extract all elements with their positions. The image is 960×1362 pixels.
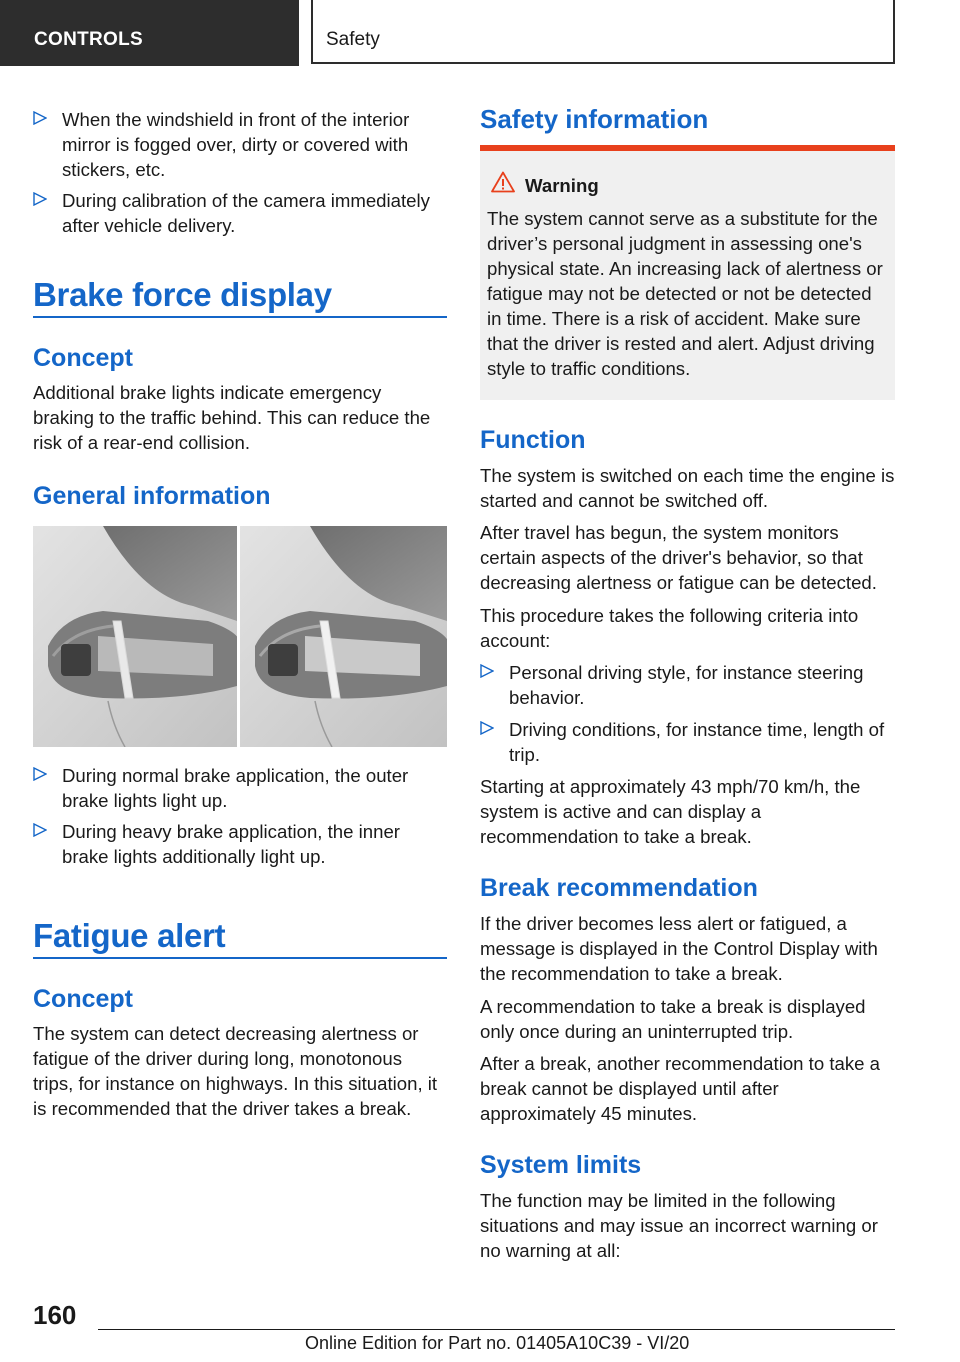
warning-box — [480, 145, 895, 400]
triangle-right-icon — [33, 767, 47, 781]
triangle-right-icon — [33, 192, 47, 206]
list-item-text: During heavy brake application, the inner brake lights additionally light up. — [62, 821, 400, 867]
triangle-right-icon — [33, 111, 47, 125]
list-item-text: During calibration of the camera immediately after vehicle delivery. — [62, 190, 430, 236]
warning-bar — [480, 145, 895, 151]
title-rule — [33, 316, 447, 318]
chapter-label: Safety — [326, 29, 380, 50]
title-rule — [33, 957, 447, 959]
triangle-right-icon — [33, 823, 47, 837]
function-text: This procedure takes the following criteria into account: — [480, 605, 859, 651]
section-title-brake: Brake force display — [33, 276, 332, 313]
section-label: CONTROLS — [34, 29, 144, 50]
edition-text: Online Edition for Part no. 01405A10C39 - VI/20 — [305, 1333, 690, 1353]
list-item-text: Driving conditions, for instance time, length of trip. — [509, 719, 885, 765]
page-number: 160 — [33, 1300, 77, 1330]
warning-triangle-icon — [491, 171, 515, 193]
chapter-tab — [311, 0, 895, 64]
illustration-panel-heavy — [240, 526, 447, 747]
concept-text: The system can detect decreasing alertness or fatigue of the driver during long, monotonous trips, for instance on highways. In this situation, it is recommended that the driver takes a break. — [33, 1023, 438, 1119]
function-text: After travel has begun, the system monitors certain aspects of the driver's behavior, so that decreasing alertness or fatigue can be detected. — [480, 522, 877, 593]
heading-function: Function — [480, 426, 586, 454]
heading-concept: Concept — [33, 985, 133, 1013]
break-text: A recommendation to take a break is displayed only once during an uninterrupted trip. — [480, 996, 866, 1042]
break-text: After a break, another recommendation to take a break cannot be displayed until after approximately 45 minutes. — [480, 1053, 880, 1124]
break-text: If the driver becomes less alert or fatigued, a message is displayed in the Control Display with the recommendation to take a break. — [480, 913, 878, 984]
brake-lights-illustration — [33, 526, 447, 747]
heading-general-info: General information — [33, 482, 271, 510]
function-text: The system is switched on each time the engine is started and cannot be switched off. — [480, 465, 895, 511]
heading-concept: Concept — [33, 344, 133, 372]
section-title-fatigue: Fatigue alert — [33, 917, 226, 954]
list-item-text: During normal brake application, the outer brake lights light up. — [62, 765, 409, 811]
illustration-panel-normal — [33, 526, 241, 747]
page-header — [0, 0, 960, 66]
limits-text: The function may be limited in the following situations and may issue an incorrect warning or no warning at all: — [480, 1190, 878, 1261]
heading-break-recommendation: Break recommendation — [480, 874, 758, 902]
footer-rule — [98, 1329, 895, 1330]
triangle-right-icon — [480, 664, 494, 678]
heading-safety-info: Safety information — [480, 104, 709, 134]
warning-text: The system cannot serve as a substitute for the driver’s personal judgment in assessing one's physical state. An increasing lack of alertness or fatigue may not be detected or not be detected in time. There is a risk of accident. Make sure that the driver is rested and alert. Adjust driving style to traffic conditions. — [487, 208, 883, 379]
concept-text: Additional brake lights indicate emergency braking to the traffic behind. This can reduce the risk of a rear-end collision. — [33, 382, 431, 453]
heading-system-limits: System limits — [480, 1151, 642, 1179]
list-item-text: Personal driving style, for instance steering behavior. — [509, 662, 864, 708]
warning-title: Warning — [525, 175, 599, 196]
function-text: Starting at approximately 43 mph/70 km/h, the system is active and can display a recommendation to take a break. — [480, 776, 861, 847]
list-item-text: When the windshield in front of the interior mirror is fogged over, dirty or covered with stickers, etc. — [62, 109, 410, 180]
section-tab — [0, 0, 299, 66]
triangle-right-icon — [480, 721, 494, 735]
